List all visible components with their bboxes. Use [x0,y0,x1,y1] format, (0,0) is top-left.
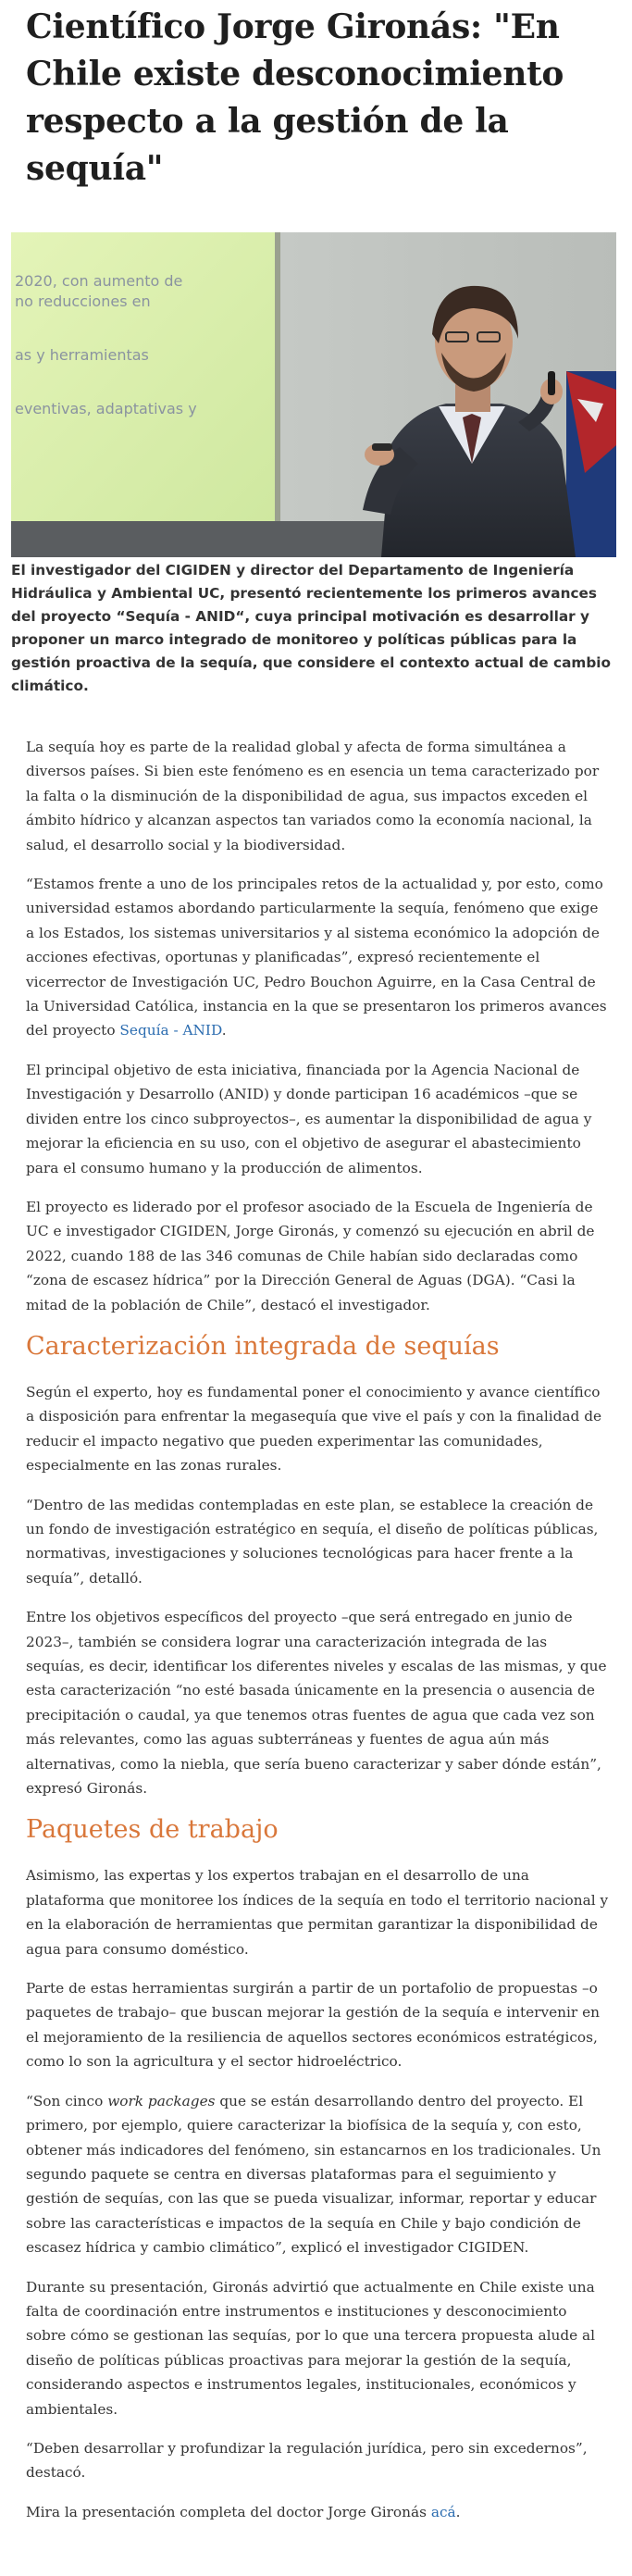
paragraph-10 [26,2089,610,2260]
slide-line-2: no reducciones en [15,292,151,310]
paragraph-7: Entre los objetivos específicos del proyecto –que será entregado en junio de 2023–, también se considera lograr una caracterización integrada de las sequías, es decir, identificar los diferentes niveles y escalas de las mismas, y que esta caracterización “no esté basada únicamente en la presencia o ausencia de precipitación o caudal, ya que tenemos otras fuentes de agua que cada vez son más relevantes, como las aguas subterráneas y fuentes de agua aún más alternativas, como la niebla, que sería bueno caracterizar y saber dónde están”, expresó Gironás. [26,1609,607,1798]
article-title: Científico Jorge Gironás: "En Chile existe desconocimiento respecto a la gestión de la sequía" [26,7,564,188]
section-heading-paquetes: Paquetes de trabajo [26,1815,279,1845]
paragraph-13-text: Mira la presentación completa del doctor Jorge Gironás [26,2503,431,2520]
sequia-anid-link[interactable]: Sequía - ANID [119,1022,222,1039]
hero-photo-illustration [11,232,616,557]
paragraph-5: Según el experto, hoy es fundamental poner el conocimiento y avance científico a disposición para enfrentar la megasequía que vive el país y con la finalidad de reducir el impacto negativo que pueden experimentar las comunidades, especialmente en las zonas rurales. [26,1383,602,1475]
paragraph-10-start: “Son cinco [26,2092,108,2109]
article-body [0,735,632,2524]
paragraph-13-end: . [455,2503,461,2520]
paragraph-11: Durante su presentación, Gironás advirtió que actualmente en Chile existe una falta de coordinación entre instrumentos e instituciones y desconocimiento sobre cómo se gestionan las sequías, por lo que una tercera propuesta alude al diseño de políticas públicas proactivas para mejorar la gestión de la sequía, considerando aspectos e instrumentos legales, institucionales, económicos y ambientales. [26,2278,596,2418]
paragraph-13 [26,2500,610,2524]
presentation-link[interactable]: acá [430,2503,456,2520]
paragraph-12: “Deben desarrollar y profundizar la regulación jurídica, pero sin excedernos”, destacó. [26,2439,588,2482]
paragraph-1: La sequía hoy es parte de la realidad global y afecta de forma simultánea a diversos países. Si bien este fenómeno es en esencia un tema caracterizado por la falta o la disminución de la disponibilidad de agua, sus impactos exceden el ámbito hídrico y alcanzan aspectos tan variados como la economía nacional, la salud, el desarrollo social y la biodiversidad. [26,739,600,853]
section-heading-caracterizacion: Caracterización integrada de sequías [26,1331,500,1361]
slide-line-1: 2020, con aumento de [15,272,183,290]
work-packages-emphasis: work packages [107,2092,216,2109]
article-page [0,4,632,2576]
paragraph-2-text: “Estamos frente a uno de los principales retos de la actualidad y, por esto, como universidad estamos abordando particularmente la sequía, fenómeno que exige a los Estados, los sistemas universitarios y al sistema económico la adopción de acciones efectivas, oportunas y planificadas”, expresó recientemente el vicerrector de Investigación UC, Pedro Bouchon Aguirre, en la Casa Central de la Universidad Católica, instancia en la que se presentaron los primeros avances del proyecto [26,876,607,1039]
article-lead: El investigador del CIGIDEN y director del Departamento de Ingeniería Hidráulica y Ambiental UC, presentó recientemente los primeros avances del proyecto “Sequía - ANID“, cuya principal motivación es desarrollar y proponer un marco integrado de monitoreo y políticas públicas para la gestión proactiva de la sequía, que considere el contexto actual de cambio climático. [11,562,612,694]
paragraph-2 [26,872,610,1043]
paragraph-6: “Dentro de las medidas contempladas en este plan, se establece la creación de un fondo de investigación estratégico en sequía, el diseño de políticas públicas, normativas, investigaciones y soluciones tecnológicas para hacer frente a la sequía”, detalló. [26,1496,599,1587]
hero-photo [11,232,616,557]
slide-line-6: eventivas, adaptativas y [15,400,197,417]
paragraph-8: Asimismo, las expertas y los expertos trabajan en el desarrollo de una plataforma que monitoree los índices de la sequía en todo el territorio nacional y en la elaboración de herramientas que permitan garantizar la disponibilidad de agua para consumo doméstico. [26,1867,609,1958]
slide-line-4: as y herramientas [15,346,149,364]
paragraph-9: Parte de estas herramientas surgirán a partir de un portafolio de propuestas –o paquetes de trabajo– que buscan mejorar la gestión de la sequía e intervenir en el mejoramiento de la resiliencia de aquellos sectores económicos estratégicos, como lo son la agricultura y el sector hidroeléctrico. [26,1980,600,2071]
paragraph-10-rest: que se están desarrollando dentro del proyecto. El primero, por ejemplo, quiere caracterizar la biofísica de la sequía y, con esto, obtener más indicadores del fenómeno, sin estancarnos en los tradicionales. Un segundo paquete se centra en diversas plataformas para el seguimiento y gestión de sequías, con las que se pueda visualizar, informar, reportar y educar sobre las características e impactos de la sequía en Chile y bajo condición de escasez hídrica y cambio climático”, explicó el investigador CIGIDEN. [26,2092,601,2257]
paragraph-4: El proyecto es liderado por el profesor asociado de la Escuela de Ingeniería de UC e investigador CIGIDEN, Jorge Gironás, y comenzó su ejecución en abril de 2022, cuando 188 de las 346 comunas de Chile habían sido declaradas como “zona de escasez hídrica” por la Dirección General de Aguas (DGA). “Casi la mitad de la población de Chile”, destacó el investigador. [26,1198,595,1313]
paragraph-3: El principal objetivo de esta iniciativa, financiada por la Agencia Nacional de Investigación y Desarrollo (ANID) y donde participan 16 académicos –que se dividen entre los cinco subproyectos–, es aumentar la disponibilidad de agua y mejorar la eficiencia en su uso, con el objetivo de asegurar el abastecimiento para el consumo humano y la producción de alimentos. [26,1061,592,1176]
paragraph-2-end: . [221,1022,227,1039]
